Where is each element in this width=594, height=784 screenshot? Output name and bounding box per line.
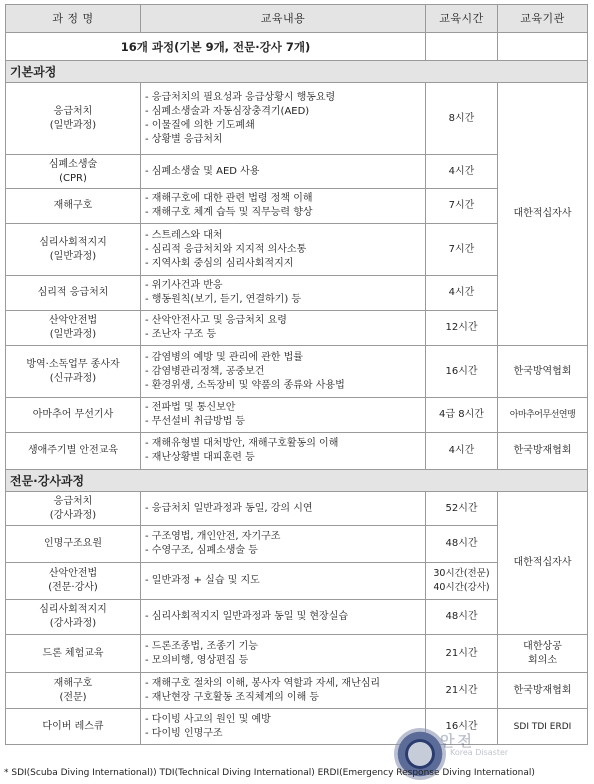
header-content: 교육내용: [141, 5, 426, 33]
institution-cell: 아마추어무선연맹: [498, 398, 588, 433]
course-time: 21시간: [426, 673, 498, 709]
watermark-text: 안전: [440, 732, 475, 750]
institution-cell: 한국방재협회: [498, 433, 588, 470]
institution-cell: 한국방재협회: [498, 673, 588, 709]
section-row: [6, 470, 588, 492]
course-name: 심리사회적지지 (일반과정): [6, 224, 141, 276]
course-table: [5, 4, 588, 745]
course-content: - 산악안전사고 및 응급처치 요령 - 조난자 구조 등: [141, 311, 426, 346]
institution-cell: SDI TDI ERDI: [498, 709, 588, 745]
course-time: 7시간: [426, 189, 498, 224]
course-time: 21시간: [426, 635, 498, 673]
course-time: 48시간: [426, 600, 498, 635]
course-content: - 감염병의 예방 및 관리에 관한 법률 - 감염병관리정책, 공중보건 - 환경위생, 소독장비 및 약품의 종류와 사용법: [141, 346, 426, 398]
course-content: - 심폐소생술 및 AED 사용: [141, 155, 426, 189]
section-basic: 기본과정: [6, 61, 588, 83]
course-name: 아마추어 무선기사: [6, 398, 141, 433]
course-name: 방역·소독업무 종사자 (신규과정): [6, 346, 141, 398]
course-name: 응급처치 (강사과정): [6, 492, 141, 526]
course-time: 4급 8시간: [426, 398, 498, 433]
course-time: 7시간: [426, 224, 498, 276]
course-time: 16시간: [426, 709, 498, 745]
course-name: 심리사회적지지 (강사과정): [6, 600, 141, 635]
course-content: - 재해구호에 대한 관련 법령 정책 이해 - 재해구호 체계 습득 및 직무능력 향상: [141, 189, 426, 224]
course-content: - 응급처치 일반과정과 동일, 강의 시연: [141, 492, 426, 526]
table-row: [6, 83, 588, 155]
course-time: 4시간: [426, 155, 498, 189]
header-course-name: 과 정 명: [6, 5, 141, 33]
table-row: [6, 398, 588, 433]
course-time: 4시간: [426, 433, 498, 470]
institution-cell: 대한상공 회의소: [498, 635, 588, 673]
course-name: 다이버 레스큐: [6, 709, 141, 745]
header-time: 교육시간: [426, 5, 498, 33]
table-row: [6, 635, 588, 673]
section-expert: 전문·강사과정: [6, 470, 588, 492]
course-name: 심폐소생술 (CPR): [6, 155, 141, 189]
course-name: 재해구호: [6, 189, 141, 224]
course-name: 드론 체험교육: [6, 635, 141, 673]
summary-empty-cell: [498, 33, 588, 61]
course-name: 산악안전법 (일반과정): [6, 311, 141, 346]
table-row: [6, 346, 588, 398]
institution-cell: 대한적십자사: [498, 492, 588, 635]
course-name: 인명구조요원: [6, 526, 141, 563]
table-row: [6, 492, 588, 526]
course-name: 응급처치 (일반과정): [6, 83, 141, 155]
header-institution: 교육기관: [498, 5, 588, 33]
institution-cell: 대한적십자사: [498, 83, 588, 346]
watermark-subtext: Korea Disaster: [450, 748, 509, 757]
summary-empty-cell: [426, 33, 498, 61]
course-content: - 일반과정 + 실습 및 지도: [141, 563, 426, 600]
section-row: [6, 61, 588, 83]
course-time: 48시간: [426, 526, 498, 563]
course-content: - 스트레스와 대처 - 심리적 응급처치와 지지적 의사소통 - 지역사회 중심의 심리사회적지지: [141, 224, 426, 276]
course-content: - 구조영법, 개인안전, 자기구조 - 수영구조, 심폐소생술 등: [141, 526, 426, 563]
footnote: * SDI(Scuba Diving International)) TDI(Technical Diving International) ERDI(Emergency Response Diving International): [4, 768, 535, 778]
course-time: 52시간: [426, 492, 498, 526]
institution-cell: 한국방역협회: [498, 346, 588, 398]
course-content: - 다이빙 사고의 원인 및 예방 - 다이빙 인명구조: [141, 709, 426, 745]
course-time: 8시간: [426, 83, 498, 155]
course-name: 산악안전법 (전문·강사): [6, 563, 141, 600]
course-time: 4시간: [426, 276, 498, 311]
course-content: - 전파법 및 통신보안 - 무선설비 취급방법 등: [141, 398, 426, 433]
summary-row: [6, 33, 588, 61]
table-row: [6, 673, 588, 709]
course-name: 재해구호 (전문): [6, 673, 141, 709]
course-name: 생애주기별 안전교육: [6, 433, 141, 470]
header-row: [6, 5, 588, 33]
course-time: 30시간(전문) 40시간(강사): [426, 563, 498, 600]
course-content: - 위기사건과 반응 - 행동원칙(보기, 듣기, 연결하기) 등: [141, 276, 426, 311]
course-time: 12시간: [426, 311, 498, 346]
course-time: 16시간: [426, 346, 498, 398]
table-row: [6, 433, 588, 470]
course-content: - 심리사회적지지 일반과정과 동일 및 현장실습: [141, 600, 426, 635]
table-row: [6, 709, 588, 745]
course-content: - 드론조종법, 조종기 기능 - 모의비행, 영상편집 등: [141, 635, 426, 673]
summary-text: 16개 과정(기본 9개, 전문·강사 7개): [6, 33, 426, 61]
course-content: - 재해구호 절차의 이해, 봉사자 역할과 자세, 재난심리 - 재난현장 구호활동 조직체계의 이해 등: [141, 673, 426, 709]
course-name: 심리적 응급처치: [6, 276, 141, 311]
course-content: - 응급처치의 필요성과 응급상황시 행동요령 - 심폐소생술과 자동심장충격기(AED) - 이물질에 의한 기도폐쇄 - 상황별 응급처치: [141, 83, 426, 155]
course-content: - 재해유형별 대처방안, 재해구호활동의 이해 - 재난상황별 대피훈련 등: [141, 433, 426, 470]
